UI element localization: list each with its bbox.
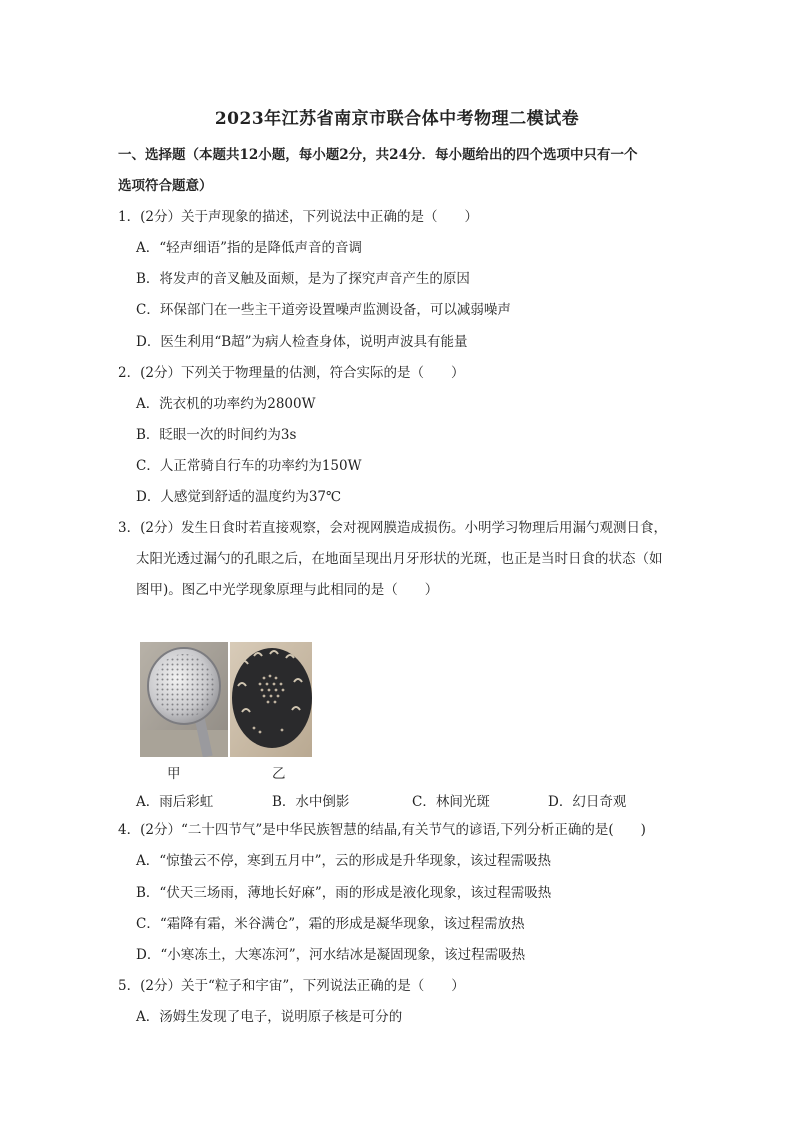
skimmer-photo [140,642,228,757]
question-3-option-b: B．水中倒影 [272,794,350,810]
question-5-stem: 5．(2分）关于“粒子和宇宙”，下列说法正确的是（ ） [118,978,465,994]
question-1-option-d: D．医生利用“B超”为病人检查身体，说明声波具有能量 [136,334,468,350]
question-3-stem-line1: 3．(2分）发生日食时若直接观察，会对视网膜造成损伤。小明学习物理后用漏勺观测日食， [118,520,667,536]
question-5-option-a: A．汤姆生发现了电子，说明原子核是可分的 [136,1009,403,1025]
page-title: 2023年江苏省南京市联合体中考物理二模试卷 [214,109,580,129]
question-4-option-d: D．“小寒冻土，大寒冻河”，河水结冰是凝固现象，该过程需吸热 [136,947,526,963]
question-3-option-c: C．林间光斑 [412,794,490,810]
question-1-option-b: B．将发声的音叉触及面颊，是为了探究声音产生的原因 [136,271,470,287]
question-3-option-d: D．幻日奇观 [548,794,627,810]
caption-jia: 甲 [167,766,181,782]
caption-yi: 乙 [272,766,286,782]
question-1-option-a: A．“轻声细语”指的是降低声音的音调 [136,240,363,256]
question-1-stem: 1．(2分）关于声现象的描述，下列说法中正确的是（ ） [118,209,478,225]
question-1-option-c: C．环保部门在一些主干道旁设置噪声监测设备，可以减弱噪声 [136,302,511,318]
question-4-option-a: A．“惊蛰云不停，寒到五月中”，云的形成是升华现象，该过程需吸热 [136,853,552,869]
question-2-option-d: D．人感觉到舒适的温度约为37℃ [136,489,342,505]
question-3-stem-line2: 太阳光透过漏勺的孔眼之后，在地面呈现出月牙形状的光斑，也正是当时日食的状态（如 [136,551,663,567]
question-4-option-b: B．“伏天三场雨，薄地长好麻”，雨的形成是液化现象，该过程需吸热 [136,885,552,901]
question-2-stem: 2．(2分）下列关于物理量的估测，符合实际的是（ ） [118,365,465,381]
question-3-stem-line3: 图甲)。图乙中光学现象原理与此相同的是（ ） [136,582,439,598]
section-heading-cont: 选项符合题意） [118,178,213,194]
question-2-option-b: B．眨眼一次的时间约为3s [136,427,297,443]
section-heading: 一、选择题（本题共12小题，每小题2分，共24分．每小题给出的四个选项中只有一个 [118,147,638,163]
question-2-option-c: C．人正常骑自行车的功率约为150W [136,458,362,474]
light-spots-photo [230,642,312,757]
question-3-option-a: A．雨后彩虹 [136,794,214,810]
question-4-stem: 4．(2分）“二十四节气”是中华民族智慧的结晶,有关节气的谚语,下列分析正确的是( ) [118,822,646,838]
question-4-option-c: C．“霜降有霜，米谷满仓”，霜的形成是凝华现象，该过程需放热 [136,916,525,932]
question-2-option-a: A．洗衣机的功率约为2800W [136,396,316,412]
